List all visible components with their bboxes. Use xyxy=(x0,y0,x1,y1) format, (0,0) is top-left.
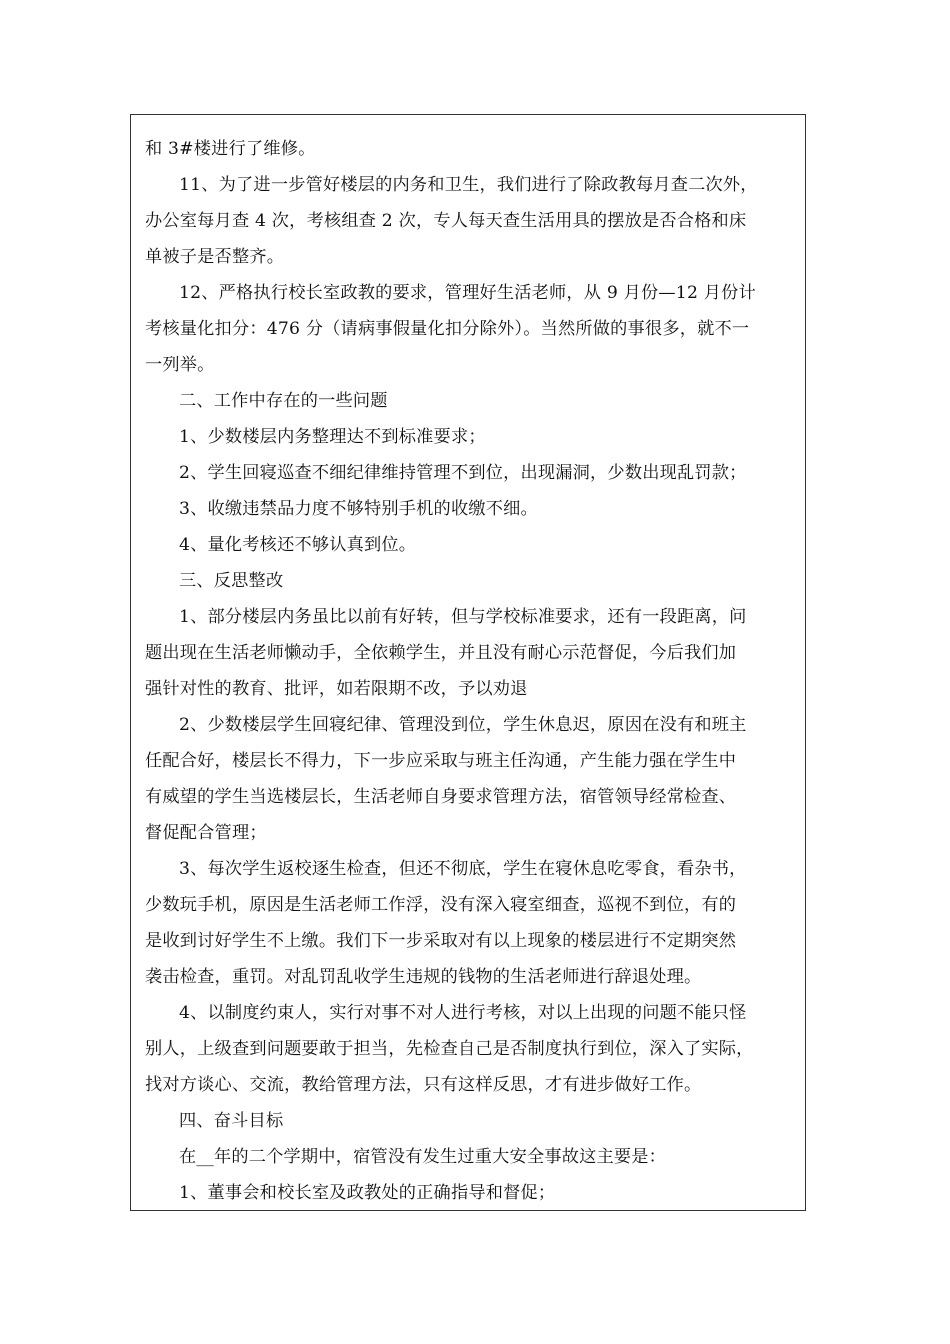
text-line: 别人，上级查到问题要敢于担当，先检查自己是否制度执行到位，深入了实际， xyxy=(145,1039,754,1059)
text-line: 单被子是否整齐。 xyxy=(145,247,285,267)
text-line: 三、反思整改 xyxy=(179,571,284,591)
text-line: 少数玩手机，原因是生活老师工作浮，没有深入寝室细查，巡视不到位，有的 xyxy=(145,895,737,915)
text-line: 4、以制度约束人，实行对事不对人进行考核，对以上出现的问题不能只怪 xyxy=(179,1003,747,1023)
text-line: 1、部分楼层内务虽比以前有好转，但与学校标准要求，还有一段距离，问 xyxy=(179,607,747,627)
text-line: 3、收缴违禁品力度不够特别手机的收缴不细。 xyxy=(179,499,538,519)
text-line: 2、少数楼层学生回寝纪律、管理没到位，学生休息迟，原因在没有和班主 xyxy=(179,715,747,735)
text-line: 4、量化考核还不够认真到位。 xyxy=(179,535,417,555)
text-line: 考核量化扣分：476 分（请病事假量化扣分除外）。当然所做的事很多，就不一 xyxy=(145,319,750,339)
text-line: 是收到讨好学生不上缴。我们下一步采取对有以上现象的楼层进行不定期突然 xyxy=(145,931,737,951)
text-line: 3、每次学生返校逐生检查，但还不彻底，学生在寝休息吃零食，看杂书， xyxy=(179,859,747,879)
text-line: 找对方谈心、交流，教给管理方法，只有这样反思，才有进步做好工作。 xyxy=(145,1075,702,1095)
text-line: 办公室每月查 4 次，考核组查 2 次，专人每天查生活用具的摆放是否合格和床 xyxy=(145,211,747,231)
text-line: 四、奋斗目标 xyxy=(179,1111,284,1131)
text-line: 一列举。 xyxy=(145,355,215,375)
text-line: 题出现在生活老师懒动手，全依赖学生，并且没有耐心示范督促，今后我们加 xyxy=(145,643,737,663)
text-line: 1、少数楼层内务整理达不到标准要求； xyxy=(179,427,486,447)
text-line: 有威望的学生当选楼层长，生活老师自身要求管理方法，宿管领导经常检查、 xyxy=(145,787,737,807)
text-line: 任配合好，楼层长不得力，下一步应采取与班主任沟通，产生能力强在学生中 xyxy=(145,751,737,771)
text-line: 和 3#楼进行了维修。 xyxy=(145,139,316,159)
text-line: 袭击检查，重罚。对乱罚乱收学生违规的钱物的生活老师进行辞退处理。 xyxy=(145,967,702,987)
text-line: 11、为了进一步管好楼层的内务和卫生，我们进行了除政教每月查二次外， xyxy=(179,175,758,195)
document-body xyxy=(145,131,795,1211)
text-line: 督促配合管理； xyxy=(145,823,267,843)
text-line: 在__年的二个学期中，宿管没有发生过重大安全事故这主要是： xyxy=(179,1147,667,1167)
text-line: 12、严格执行校长室政教的要求，管理好生活老师，从 9 月份—12 月份计 xyxy=(179,283,756,303)
text-line: 强针对性的教育、批评，如若限期不改，予以劝退 xyxy=(145,679,528,699)
text-line: 2、学生回寝巡查不细纪律维持管理不到位，出现漏洞，少数出现乱罚款； xyxy=(179,463,747,483)
text-line: 二、工作中存在的一些问题 xyxy=(179,391,388,411)
document-frame xyxy=(130,114,806,1211)
text-line: 1、董事会和校长室及政教处的正确指导和督促； xyxy=(179,1183,556,1203)
